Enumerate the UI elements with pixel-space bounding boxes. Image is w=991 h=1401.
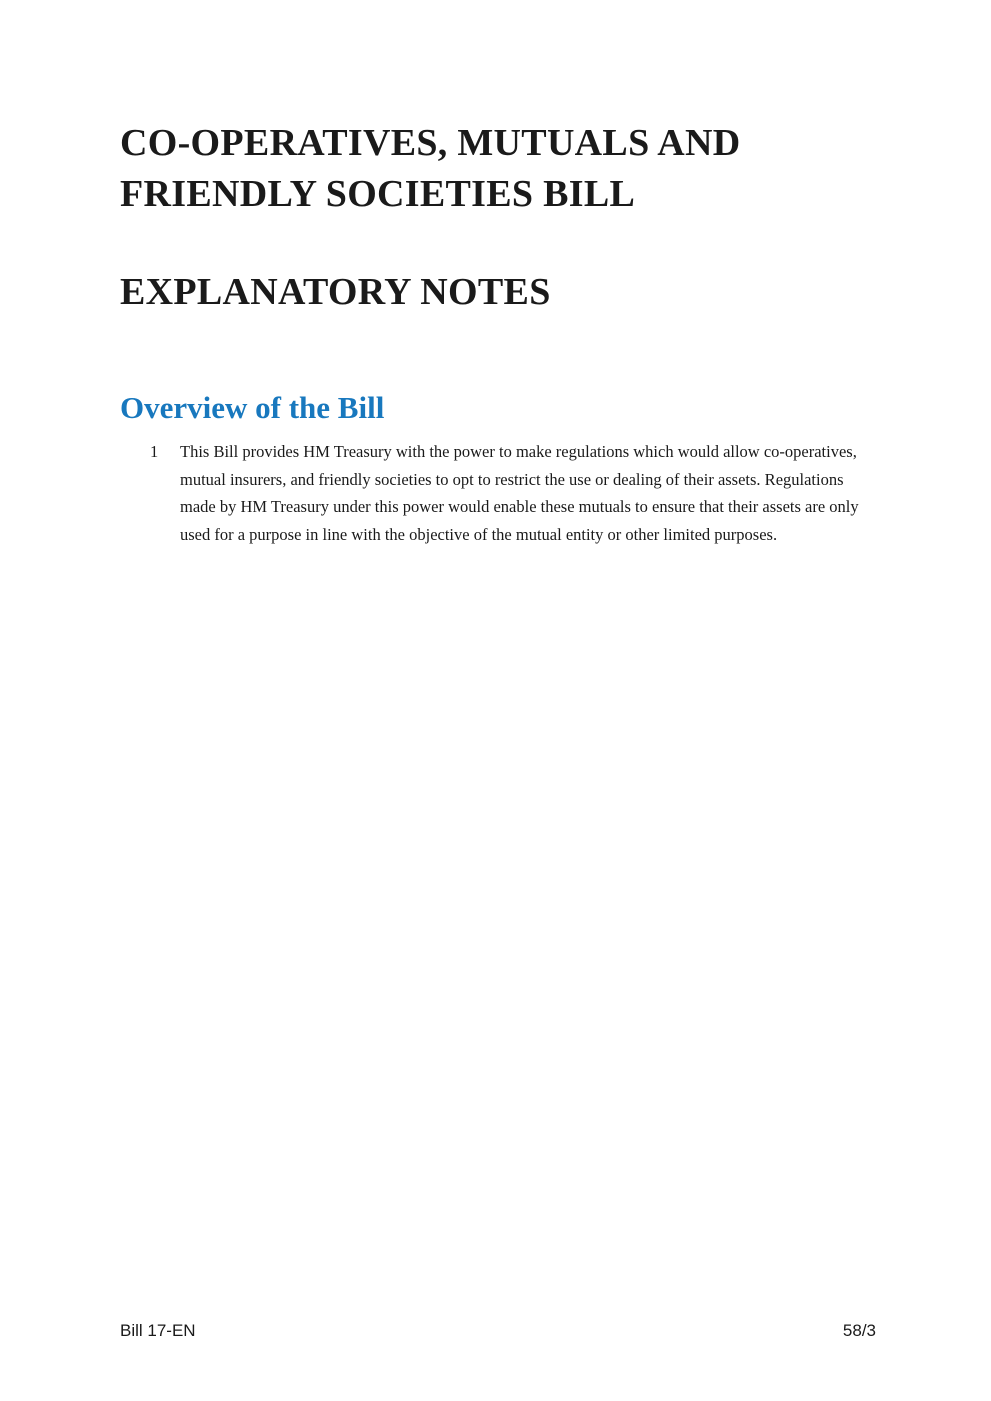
numbered-paragraph bbox=[150, 438, 864, 548]
section-heading-overview: Overview of the Bill bbox=[120, 390, 385, 425]
page-footer bbox=[120, 1320, 876, 1341]
document-subtitle: EXPLANATORY NOTES bbox=[120, 271, 551, 313]
document-title: CO-OPERATIVES, MUTUALS AND FRIENDLY SOCIETIES BILL bbox=[120, 122, 741, 215]
paragraph-number: 1 bbox=[150, 442, 159, 461]
paragraph-text: This Bill provides HM Treasury with the power to make regulations which would allow co-operatives, mutual insurers, and friendly societies to opt to restrict the use or dealing of their assets. Regulations made by HM Treasury under this power would enable these mutuals to ensure that their assets are only used for a purpose in line with the objective of the mutual entity or other limited purposes. bbox=[180, 442, 859, 544]
footer-session-reference: 58/3 bbox=[842, 1321, 876, 1340]
footer-bill-reference: Bill 17-EN bbox=[120, 1321, 196, 1340]
